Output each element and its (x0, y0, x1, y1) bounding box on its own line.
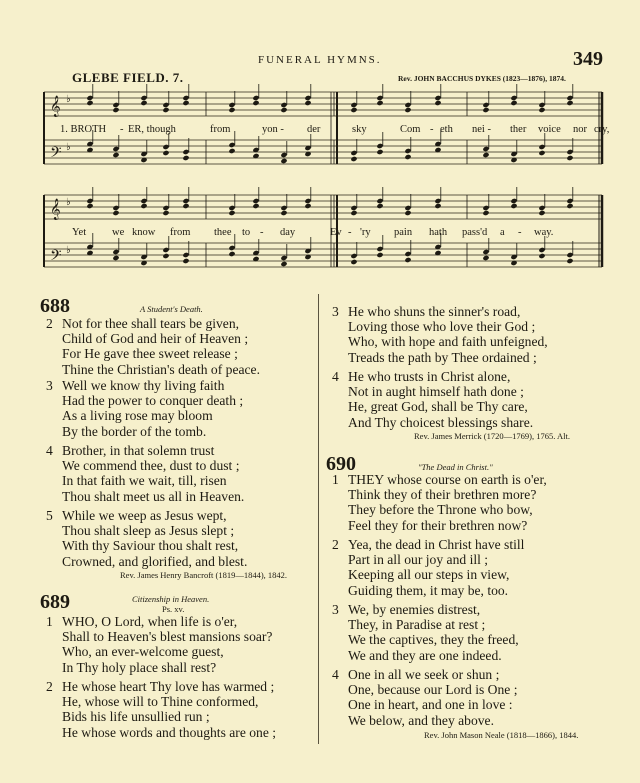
lyric-syllable: Ev (330, 227, 342, 238)
hymn-attribution: Rev. James Merrick (1720—1769), 1765. Alt. (414, 431, 570, 441)
stanza-line: Yea, the dead in Christ have still (348, 537, 525, 552)
stanza-line: For He gave thee sweet release ; (62, 346, 238, 362)
stanza-line: By the border of the tomb. (62, 423, 207, 439)
svg-text:♭: ♭ (66, 142, 71, 153)
stanza-number: 2 (46, 679, 53, 694)
stanza-line: He, great God, shall be Thy care, (348, 399, 528, 415)
lyric-syllable: eth (440, 124, 453, 135)
stanza-number: 3 (46, 378, 53, 393)
stanza-line: Child of God and heir of Heaven ; (62, 331, 249, 347)
lyric-syllable: - (348, 227, 352, 238)
stanza-line: One, because our Lord is One ; (348, 682, 518, 698)
lyric-syllable: pain (394, 227, 413, 238)
stanza-line: We below, and they above. (348, 712, 494, 728)
lyric-syllable: way. (534, 227, 554, 238)
stanza-line: Thou shalt meet us all in Heaven. (62, 488, 245, 504)
lyric-syllable: nor (573, 124, 587, 135)
stanza-line: Think they of their brethren more? (348, 487, 537, 503)
stanza-line: Thou shalt sleep as Jesus slept ; (62, 523, 235, 539)
stanza-number: 1 (46, 614, 53, 629)
lyric-syllable: ther (510, 124, 527, 135)
lyric-syllable: - (518, 227, 522, 238)
stanza-line: One in all we seek or shun ; (348, 667, 500, 682)
lyric-syllable: to (242, 227, 251, 238)
stanza-line: THEY whose course on earth is o'er, (348, 472, 547, 487)
stanza-line: As a living rose may bloom (62, 408, 213, 424)
lyric-syllable: pass'd (462, 227, 488, 238)
stanza-line: Not in aught himself hath done ; (348, 384, 524, 400)
lyric-syllable: hath (429, 227, 448, 238)
stanza-line: One in heart, and one in love : (348, 697, 513, 713)
stanza-line: Treads the path by Thee ordained ; (348, 349, 537, 365)
tune-composer: Rev. JOHN BACCHUS DYKES (1823—1876), 1874. (398, 74, 566, 83)
lyric-syllable: - (260, 227, 264, 238)
stanza-number: 4 (332, 667, 339, 682)
stanza-number: 3 (332, 304, 339, 319)
lyric-syllable: we (112, 227, 125, 238)
stanza-line: Thine the Christian's death of peace. (62, 361, 260, 377)
lyric-syllable: Yet (72, 227, 87, 238)
lyric-syllable: sky (352, 124, 367, 135)
lyric-syllable: a (500, 227, 505, 238)
svg-text:𝄞: 𝄞 (50, 199, 61, 220)
hymn-attribution: Rev. James Henry Bancroft (1819—1844), 1842. (120, 570, 288, 580)
stanza-line: They, in Paradise at rest ; (348, 617, 486, 633)
stanza-line: Crowned, and glorified, and blest. (62, 553, 248, 569)
lyric-syllable: cry, (594, 124, 610, 135)
stanza-line: Brother, in that solemn trust (62, 443, 215, 458)
hymn-title: "The Dead in Christ." (418, 462, 493, 472)
stanza-line: Shall to Heaven's blest mansions soar? (62, 629, 273, 645)
lyric-syllable: der (307, 124, 321, 135)
svg-text:𝄢: 𝄢 (50, 247, 62, 268)
stanza-line: He whose heart Thy love has warmed ; (62, 679, 275, 694)
stanza-line: Had the power to conquer death ; (62, 393, 244, 409)
running-title: FUNERAL HYMNS. (258, 54, 382, 66)
stanza-line: He who trusts in Christ alone, (348, 369, 511, 384)
tune-name: GLEBE FIELD. 7. (72, 70, 184, 85)
svg-text:𝄞: 𝄞 (50, 96, 61, 117)
stanza-line: With thy Saviour thou shalt rest, (62, 538, 239, 554)
lyric-syllable: know (132, 227, 156, 238)
lyric-syllable: from (170, 227, 191, 238)
stanza-line: Who, an ever-welcome guest, (62, 644, 224, 660)
stanza-line: Keeping all our steps in view, (348, 567, 510, 583)
stanza-line: While we weep as Jesus wept, (62, 508, 227, 523)
hymn-subtitle: Ps. xv. (162, 604, 185, 614)
stanza-line: WHO, O Lord, when life is o'er, (62, 614, 238, 629)
stanza-line: We and they are one indeed. (348, 647, 502, 663)
stanza-line: He whose words and thoughts are one ; (62, 724, 277, 740)
hymn-title: Citizenship in Heaven. (132, 594, 210, 604)
stanza-line: We commend thee, dust to dust ; (62, 458, 240, 474)
stanza-number: 1 (332, 472, 339, 487)
stanza-line: He who shuns the sinner's road, (348, 304, 521, 319)
hymn-attribution: Rev. John Mason Neale (1818—1866), 1844. (424, 730, 579, 740)
stanza-line: In that faith we wait, till, risen (62, 473, 227, 489)
lyric-syllable: ER, though (128, 124, 176, 135)
stanza-line: Well we know thy living faith (62, 378, 225, 393)
hymn-number: 688 (40, 295, 70, 317)
stanza-number: 4 (332, 369, 339, 384)
stanza-line: Part in all our joy and ill ; (348, 552, 489, 568)
stanza-number: 3 (332, 602, 339, 617)
page-number: 349 (573, 48, 603, 70)
svg-text:♭: ♭ (66, 197, 71, 208)
lyric-syllable: 'ry (360, 227, 371, 238)
stanza-line: Loving those who love their God ; (348, 319, 536, 335)
svg-text:♭: ♭ (66, 245, 71, 256)
column-divider (318, 294, 319, 744)
stanza-line: In Thy holy place shall rest? (62, 659, 217, 675)
lyric-syllable: yon - (262, 124, 284, 135)
hymn-number: 689 (40, 591, 70, 613)
stanza-number: 4 (46, 443, 53, 458)
stanza-number: 2 (332, 537, 339, 552)
stanza-number: 5 (46, 508, 53, 523)
stanza-line: They before the Throne who bow, (348, 502, 533, 518)
lyric-syllable: day (280, 227, 296, 238)
stanza-line: We, by enemies distrest, (348, 602, 481, 617)
stanza-line: Not for thee shall tears be given, (62, 316, 240, 331)
lyric-syllable: 1. BROTH (60, 124, 107, 135)
hymn-title: A Student's Death. (140, 304, 203, 314)
stanza-line: And Thy choicest blessings share. (348, 414, 534, 430)
lyric-syllable: - (430, 124, 434, 135)
stanza-line: Who, with hope and faith unfeigned, (348, 334, 548, 350)
svg-text:♭: ♭ (66, 94, 71, 105)
stanza-line: He, whose will to Thine conformed, (62, 694, 259, 710)
stanza-line: Bids his life unsullied run ; (62, 709, 210, 725)
hymn-number: 690 (326, 453, 356, 475)
stanza-line: Feel they for their brethren now? (348, 517, 528, 533)
lyric-syllable: voice (538, 124, 561, 135)
lyric-syllable: from (210, 124, 231, 135)
svg-text:𝄢: 𝄢 (50, 144, 62, 165)
stanza-line: We the captives, they the freed, (348, 632, 519, 648)
lyric-syllable: - (120, 124, 124, 135)
stanza-line: Guiding them, it may be, too. (348, 582, 509, 598)
lyric-syllable: Com (400, 124, 421, 135)
stanza-number: 2 (46, 316, 53, 331)
lyric-syllable: nei - (472, 124, 491, 135)
lyric-syllable: thee (214, 227, 232, 238)
